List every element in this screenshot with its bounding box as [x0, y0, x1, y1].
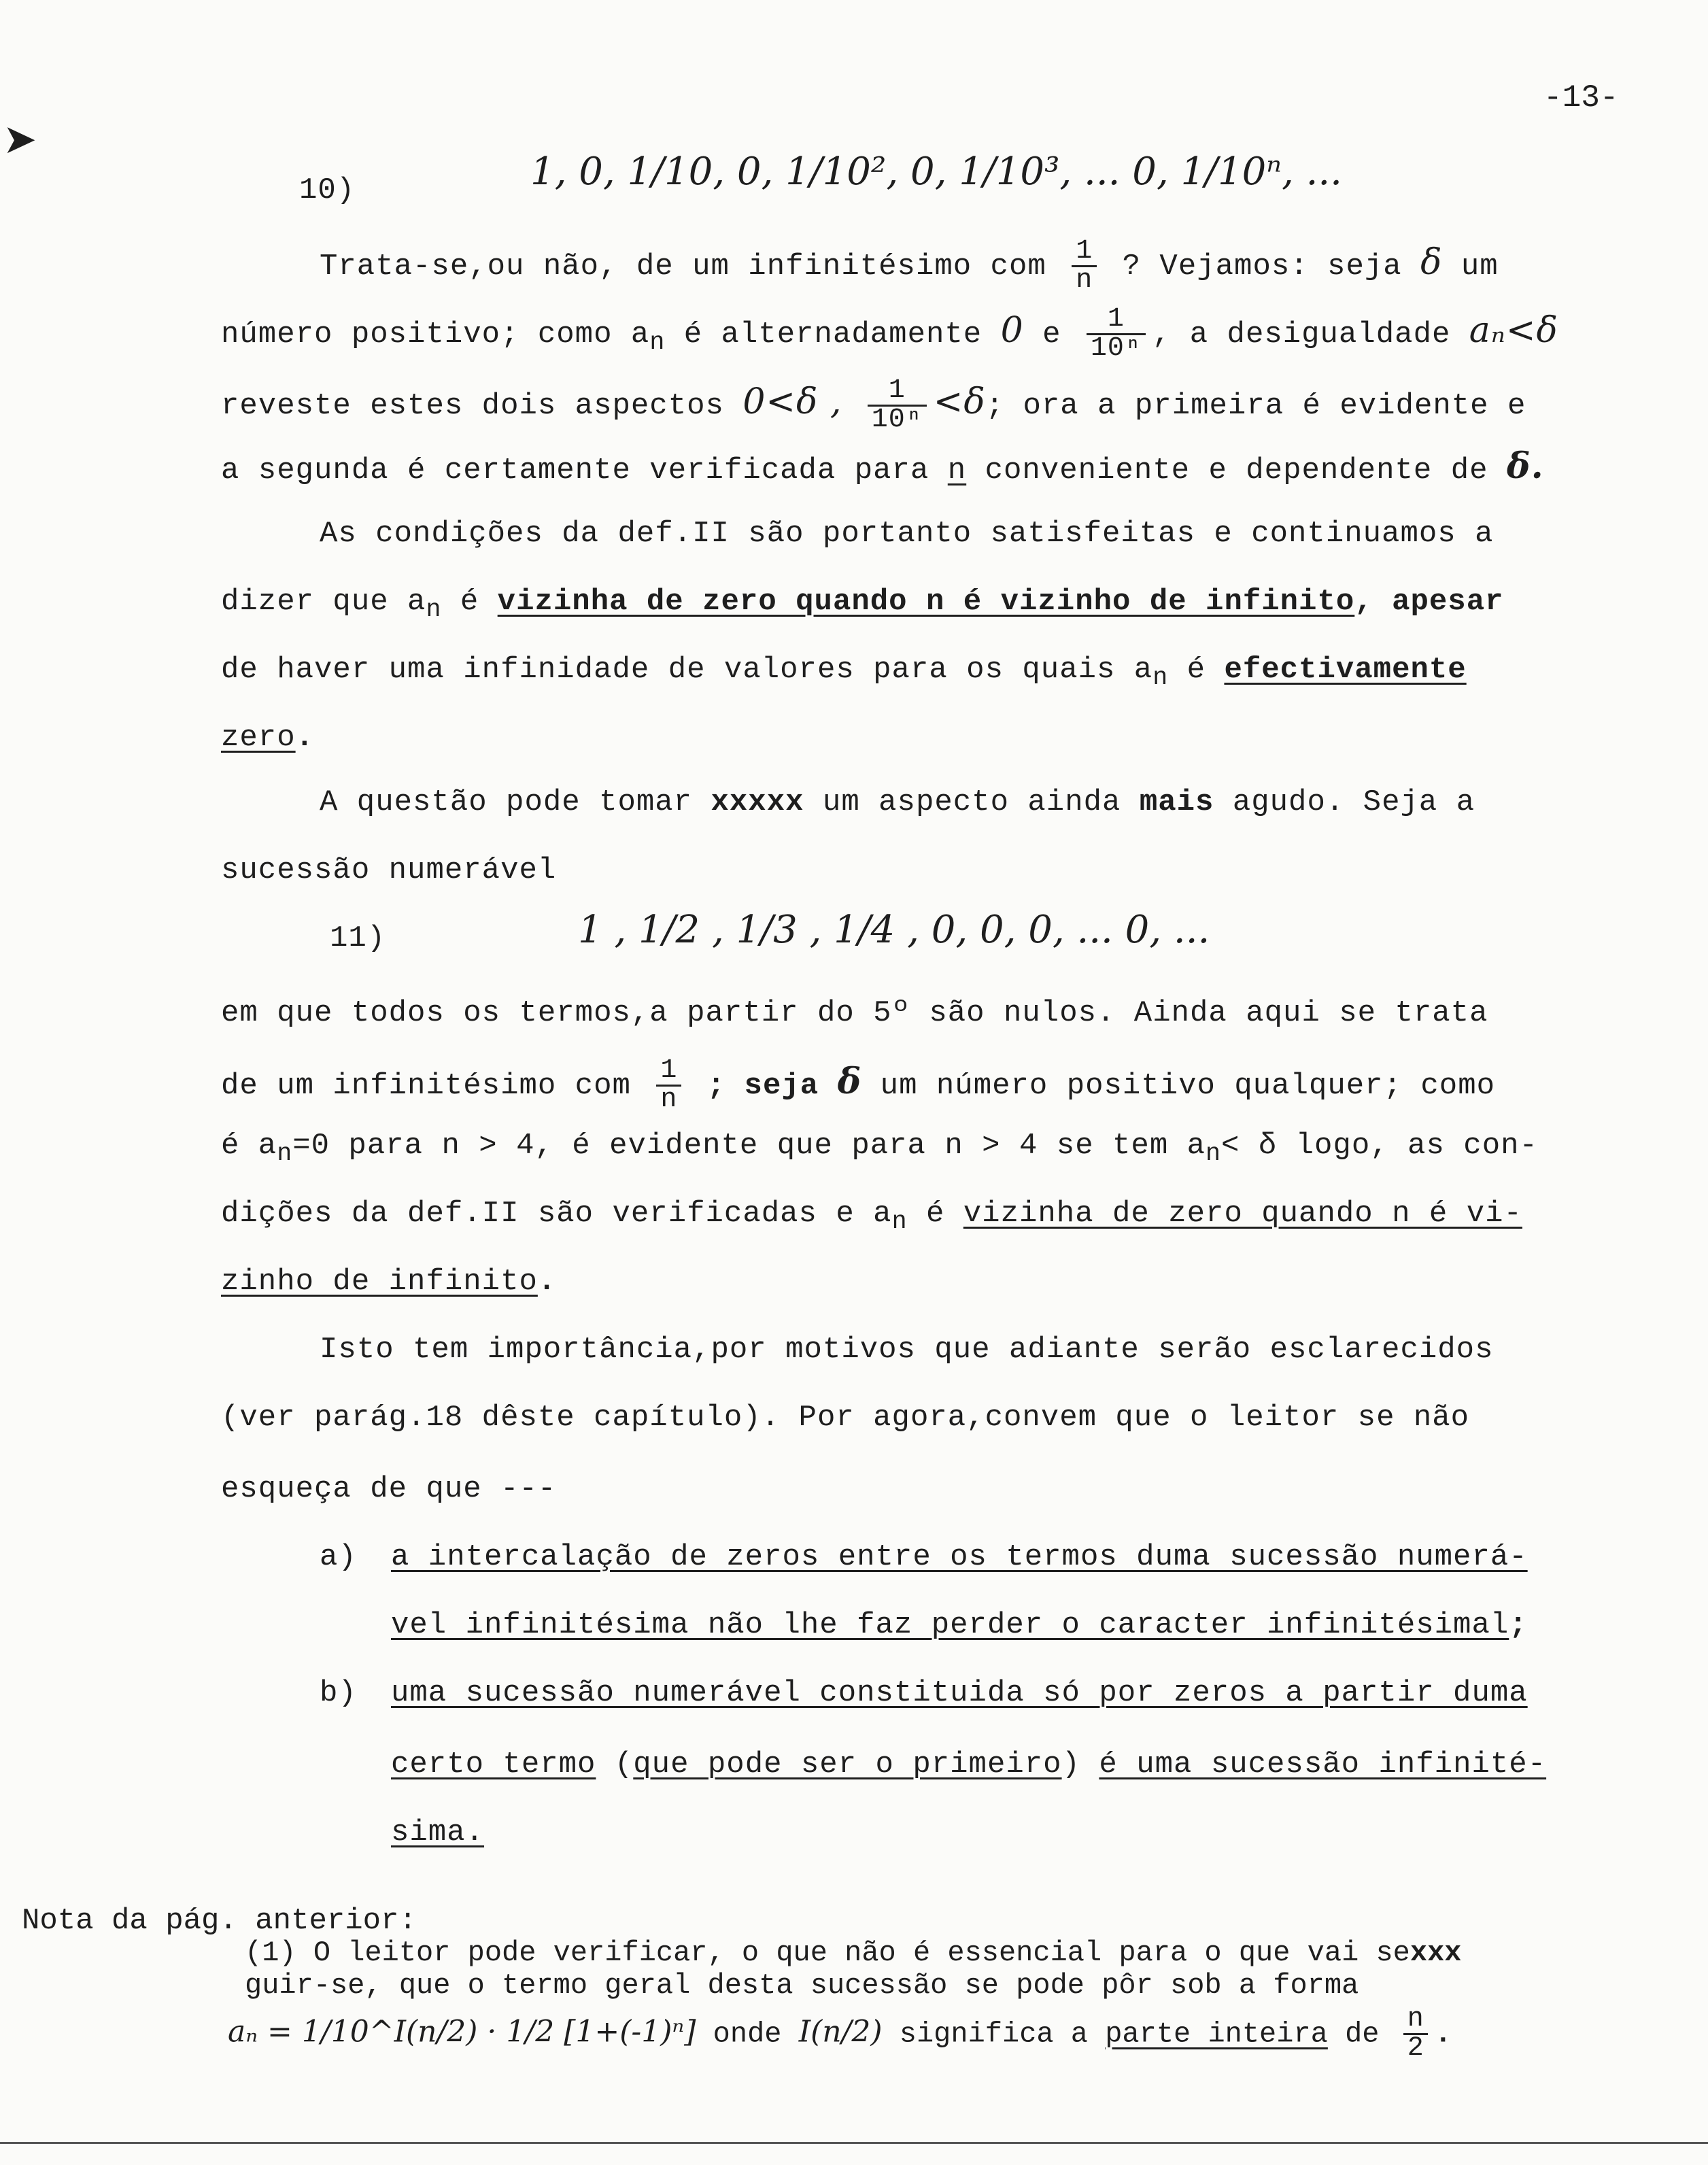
p5-line2: (ver parág.18 dêste capítulo). Por agora,convem que o leitor se não — [221, 1401, 1470, 1435]
fraction-1-over-n: $\frac{1}{n}$ — [656, 1057, 681, 1114]
p4-line4: dições da def.II são verificadas e $a_n$ é vizinha de zero quando n é vi- — [221, 1197, 1522, 1236]
seq11-term: ... — [1076, 908, 1113, 952]
fraction-1-over-n: $\frac{1}{n}$ — [1072, 238, 1097, 294]
seq10-term: 0, — [736, 150, 774, 194]
p5-line3: esqueça de que --- — [221, 1472, 557, 1506]
seq10-term: 0, — [579, 150, 615, 194]
list-item-a-label: a) — [320, 1540, 357, 1574]
p2-line2: dizer que $a_n$ é vizinha de zero quando n é vizinho de infinito, apesar — [221, 585, 1504, 624]
fraction-1-over-10n: $\frac{1}{\text{10ⁿ}}$ — [1087, 306, 1146, 362]
footnote-line1: (1) O leitor pode verificar, o que não é essencial para o que vai sexxx — [245, 1937, 1462, 1969]
seq10-term: 0, — [910, 150, 947, 194]
footnote-heading: Nota da pág. anterior: — [22, 1904, 417, 1938]
seq10-term: 0, — [1132, 150, 1169, 194]
page-number: -13- — [1543, 80, 1619, 116]
fraction-1-over-10n: $\frac{1}{\text{10ⁿ}}$ — [868, 377, 927, 434]
seq10-term: 1, — [530, 150, 567, 194]
p1-line3: reveste estes dois aspectos 0<δ , $\frac{1}{\text{10ⁿ}}$ <δ; ora a primeira é evidente e — [221, 375, 1526, 435]
list-item-b-line1: uma sucessão numerável constituida só por zeros a partir duma — [391, 1676, 1528, 1710]
sec10-label: 10) — [299, 173, 356, 207]
sec11-label: 11) — [330, 921, 386, 955]
seq11-term: ... — [1173, 908, 1210, 952]
margin-arrow-mark: ➤ — [3, 116, 37, 163]
seq11-term: 1/4 , — [834, 908, 919, 952]
p3-line2: sucessão numerável — [221, 853, 557, 887]
p3-line1: A questão pode tomar xxxxx um aspecto ainda mais agudo. Seja a — [320, 785, 1475, 819]
p2-line4: zero. — [221, 721, 315, 755]
seq11-term: 1/2 , — [638, 908, 724, 952]
p4-line5: zinho de infinito. — [221, 1265, 557, 1299]
p4-line1: em que todos os termos,a partir do 5º são nulos. Ainda aqui se trata — [221, 996, 1488, 1030]
seq11-term: 1/3 , — [736, 908, 822, 952]
seq11-term: 1 , — [578, 908, 627, 952]
list-item-b-line3: sima. — [391, 1815, 485, 1849]
seq10-term: 1/10³, — [959, 150, 1072, 194]
p5-line1: Isto tem importância,por motivos que adiante serão esclarecidos — [320, 1333, 1494, 1367]
p4-line2: de um infinitésimo com $\frac{1}{n}$ ; seja δ um número positivo qualquer; como — [221, 1055, 1496, 1115]
seq10-term: ... — [1305, 150, 1342, 194]
sec11-sequence — [578, 908, 1210, 952]
sec10-sequence — [530, 150, 1342, 194]
footnote-line3: aₙ = 1/10^I(n/2) · 1/2 [1+(-1)ⁿ] onde I(n/2) significa a parte inteira de $\frac{n}{2}$ . — [228, 2004, 1452, 2064]
list-item-a-line2: vel infinitésima não lhe faz perder o caracter infinitésimal; — [391, 1608, 1528, 1642]
list-item-b-line2: certo termo (que pode ser o primeiro) é uma sucessão infinité- — [391, 1748, 1547, 1782]
footnote-line2: guir-se, que o termo geral desta sucessão se pode pôr sob a forma — [245, 1969, 1359, 2002]
p1-line2: número positivo; como $a_n$ é alternadamente 0 e $\frac{1}{\text{10ⁿ}}$ , a desigualdade aₙ<δ — [221, 304, 1558, 364]
seq11-term: 0, — [979, 908, 1017, 952]
fraction-n-over-2: $\frac{n}{2}$ — [1403, 2006, 1428, 2062]
seq11-term: 0, — [1028, 908, 1065, 952]
list-item-b-label: b) — [320, 1676, 357, 1710]
p1-line4: a segunda é certamente verificada para n conveniente e dependente de δ. — [221, 445, 1544, 488]
seq10-term: 1/10², — [785, 150, 899, 194]
seq11-term: 0, — [931, 908, 968, 952]
p2-line3: de haver uma infinidade de valores para os quais $a_n$ é efectivamente — [221, 653, 1467, 692]
p1-line1: Trata-se,ou não, de um infinitésimo com $\frac{1}{n}$ ? Vejamos: seja δ um — [320, 236, 1499, 296]
p2-line1: As condições da def.II são portanto satisfeitas e continuamos a — [320, 517, 1494, 551]
footnote-formula: aₙ = 1/10^I(n/2) · 1/2 [1+(-1)ⁿ] — [228, 2014, 696, 2049]
seq10-term: 1/10, — [627, 150, 725, 194]
p4-line3: é $a_n=0$ para n > 4, é evidente que para n > 4 se tem $a_n< \delta$ logo, as con- — [221, 1129, 1538, 1168]
list-item-a-line1: a intercalação de zeros entre os termos duma sucessão numerá- — [391, 1540, 1528, 1574]
seq10-term: 1/10ⁿ, — [1180, 150, 1294, 194]
bottom-edge-rule — [0, 2142, 1708, 2144]
seq11-term: 0, — [1125, 908, 1162, 952]
seq10-term: ... — [1084, 150, 1121, 194]
